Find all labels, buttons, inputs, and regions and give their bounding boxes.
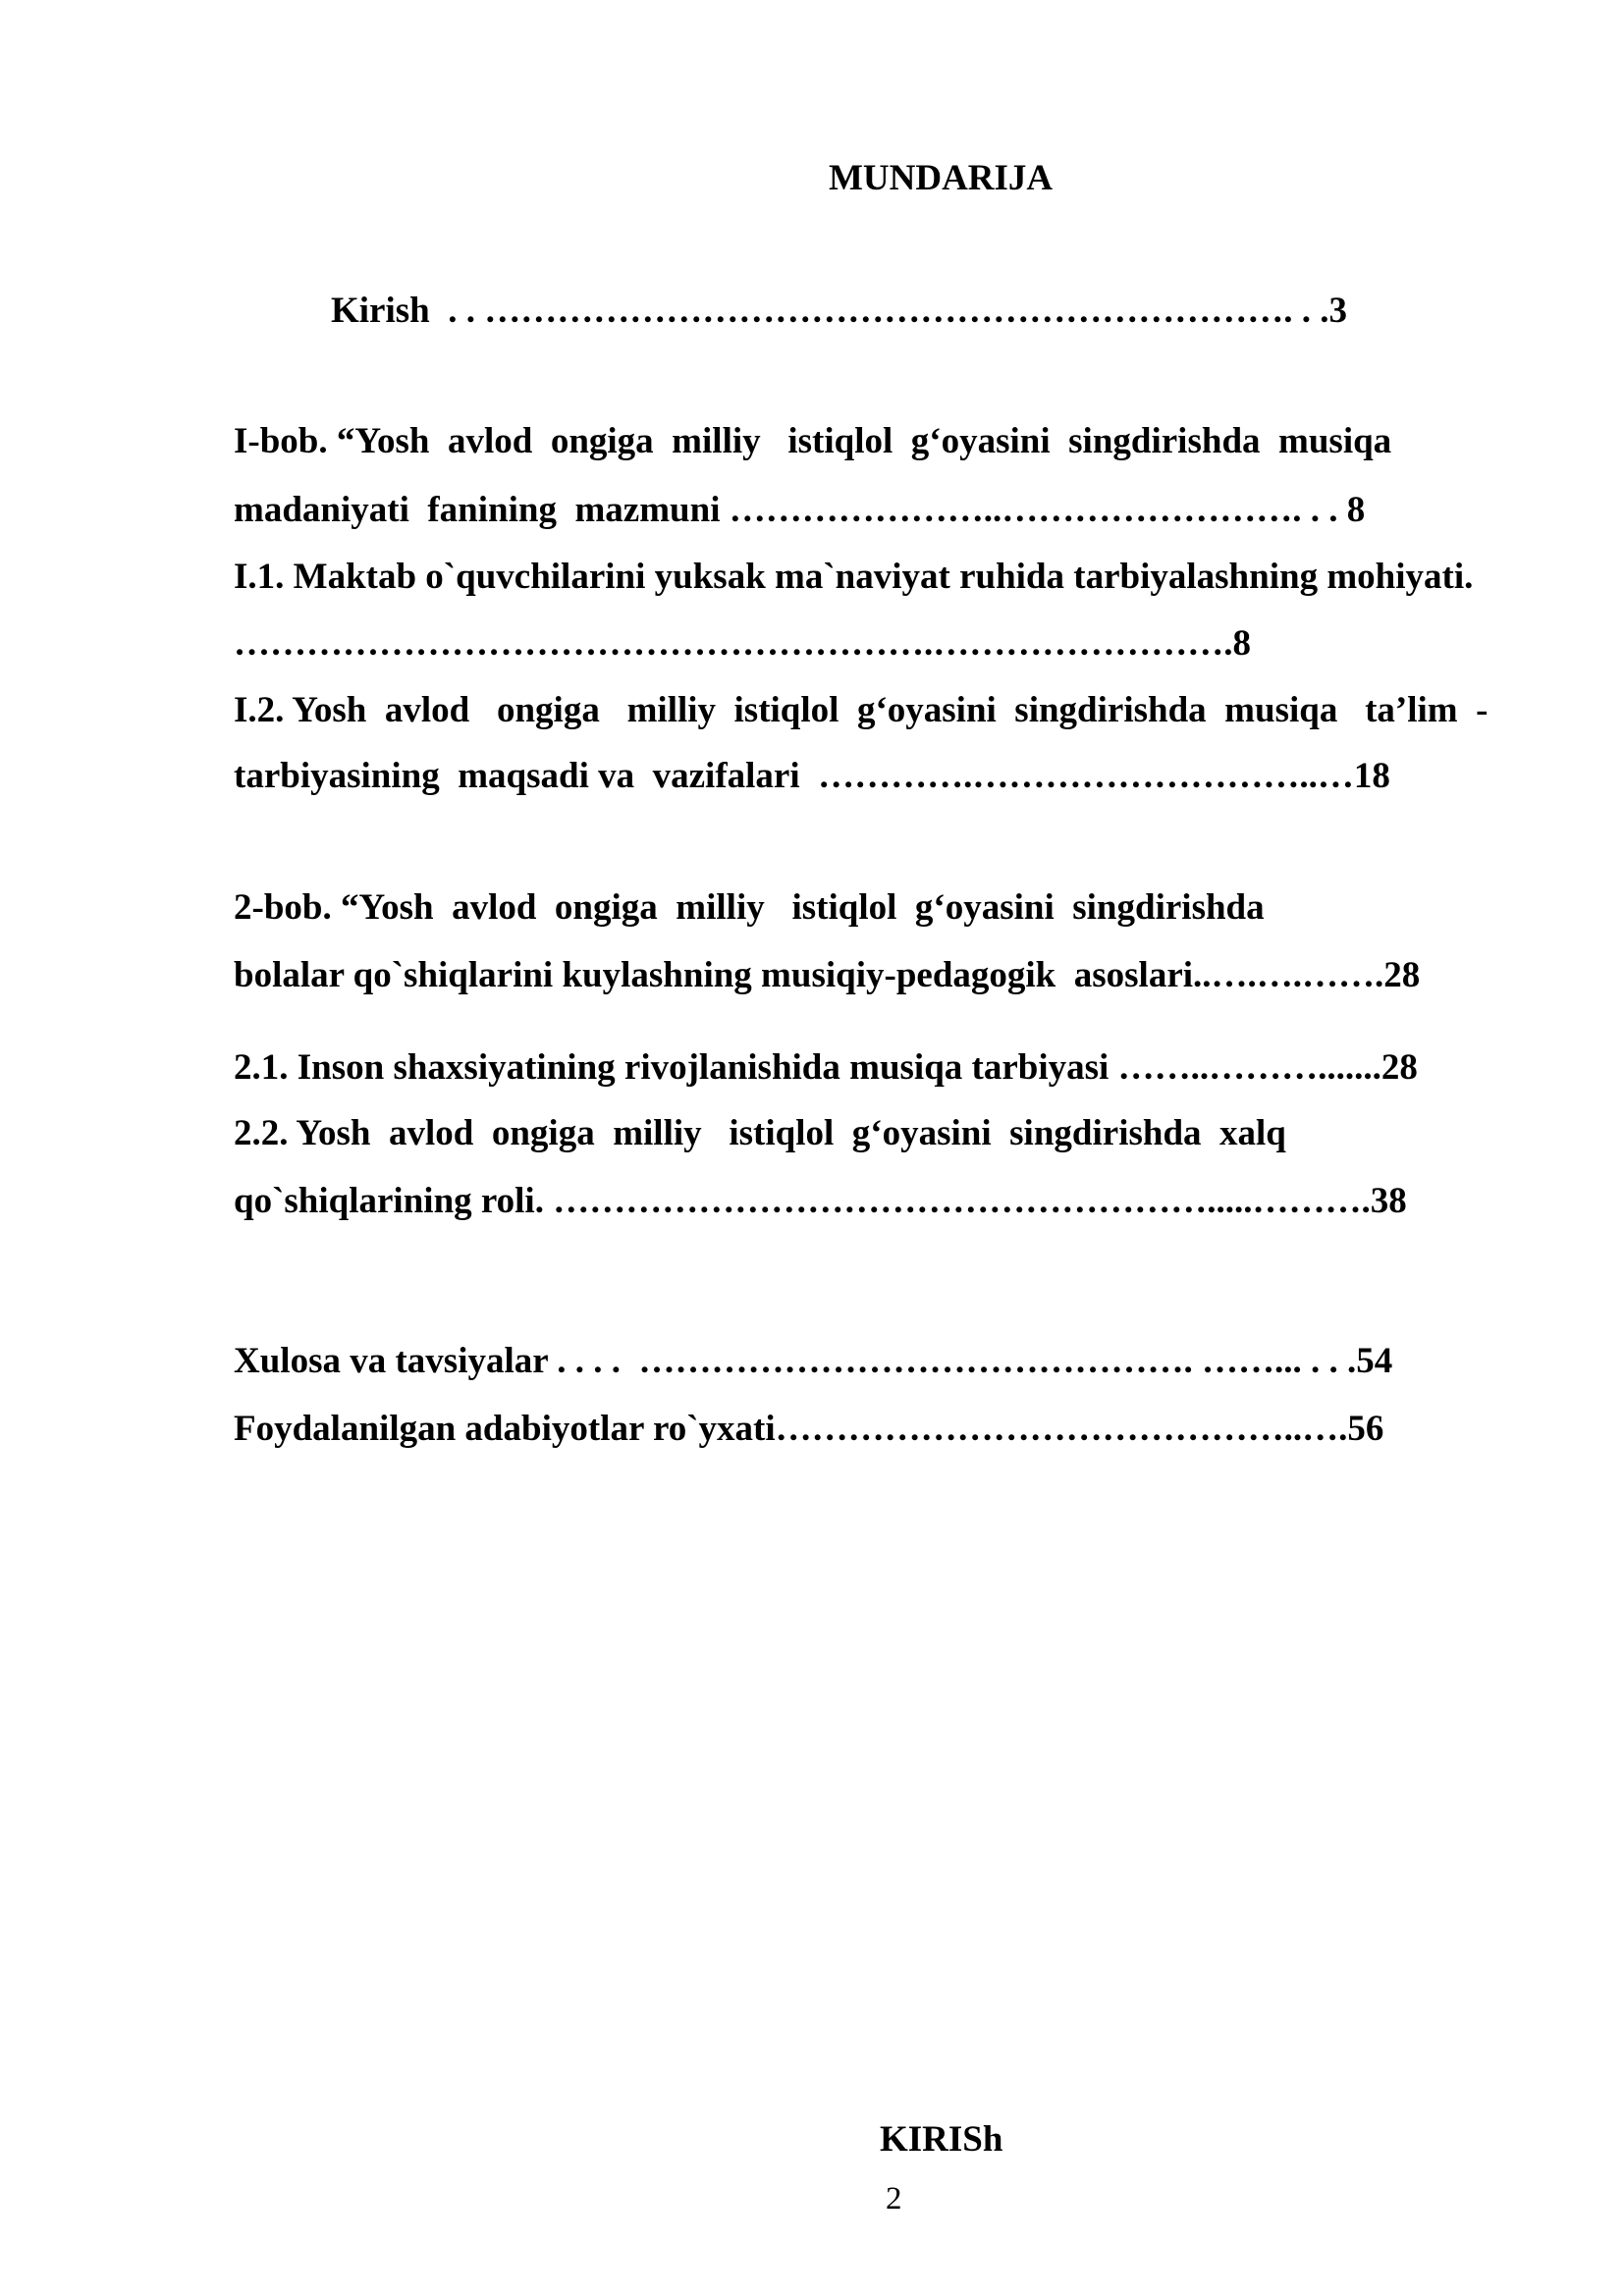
toc-section-1-2-line1: I.2. Yosh avlod ongiga milliy istiqlol g‘oyasini singdirishda musiqa ta’lim - bbox=[234, 690, 1489, 730]
toc-section-2-1: 2.1. Inson shaxsiyatining rivojlanishida musiqa tarbiyasi ……..……….......28 bbox=[234, 1047, 1418, 1088]
toc-chapter1-line2: madaniyati fanining mazmuni …………………..……………………. . . 8 bbox=[234, 490, 1366, 530]
toc-entry-kirish: Kirish . . …………………………………………………………. . .3 bbox=[331, 291, 1347, 331]
toc-chapter2-line2: bolalar qo`shiqlarini kuylashning musiqiy-pedagogik asoslari..….….…….28 bbox=[234, 955, 1421, 995]
toc-chapter1-line1: I-bob. “Yosh avlod ongiga milliy istiqlol g‘oyasini singdirishda musiqa bbox=[234, 421, 1392, 461]
toc-section-1-2-line2: tarbiyasining maqsadi va vazifalari ………….………………………..…18 bbox=[234, 756, 1390, 796]
toc-section-1-1-line2: ………………………………………………….…………………….8 bbox=[234, 623, 1251, 664]
toc-section-2-2-line2: qo`shiqlarining roli. ……………………………………………….....……….38 bbox=[234, 1181, 1407, 1221]
toc-entry-foydalanilgan: Foydalanilgan adabiyotlar ro`yxati……………………………………..….56 bbox=[234, 1409, 1384, 1449]
toc-section-1-1-line1: I.1. Maktab o`quvchilarini yuksak ma`naviyat ruhida tarbiyalashning mohiyati. bbox=[234, 557, 1474, 597]
toc-section-2-2-line1: 2.2. Yosh avlod ongiga milliy istiqlol g‘oyasini singdirishda xalq bbox=[234, 1113, 1286, 1153]
page-number: 2 bbox=[886, 2181, 902, 2216]
toc-chapter2-line1: 2-bob. “Yosh avlod ongiga milliy istiqlol g‘oyasini singdirishda bbox=[234, 887, 1265, 928]
page-title: MUNDARIJA bbox=[829, 158, 1054, 198]
toc-entry-xulosa: Xulosa va tavsiyalar . . . . ………………………………………. ……... . . .54 bbox=[234, 1341, 1393, 1381]
section-heading-kirish: KIRISh bbox=[880, 2119, 1003, 2160]
